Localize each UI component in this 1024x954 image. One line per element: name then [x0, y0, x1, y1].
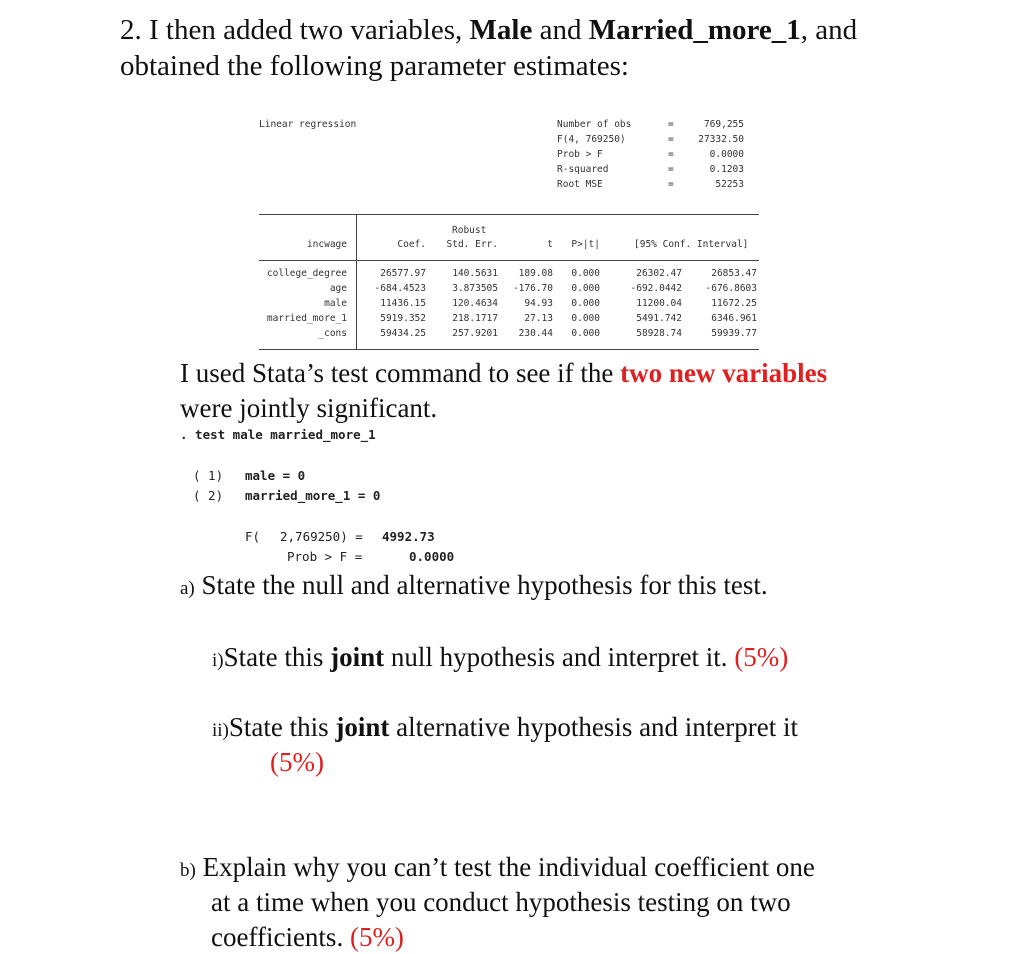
variable-male: Male [469, 14, 533, 46]
row-varname: college_degree [266, 268, 347, 279]
constraint-1: male = 0 [245, 468, 306, 483]
row-varname: male [324, 298, 347, 309]
header-conf-interval: [95% Conf. Interval] [634, 239, 749, 250]
f-stat-df: 2,769250) = [280, 529, 363, 544]
part-b-text-1: Explain why you can’t test the individual coefficient one [202, 852, 815, 882]
stat-eq: = [668, 134, 674, 145]
stat-eq: = [668, 119, 674, 130]
part-a-i-text: State this [223, 642, 331, 672]
row-ci-low: 5491.742 [636, 313, 682, 324]
part-a-ii-points: (5%) [270, 747, 324, 777]
test-intro-line-2: were jointly significant. [180, 393, 438, 423]
part-b-line-2: at a time when you conduct hypothesis testing on two [211, 887, 791, 917]
row-std-err: 257.9201 [452, 328, 498, 339]
row-ci-high: -676.8603 [705, 283, 757, 294]
row-t: -176.70 [512, 283, 553, 294]
part-b-label: b) [180, 860, 196, 881]
row-ci-high: 6346.961 [711, 313, 757, 324]
question-2-and: and [532, 14, 589, 46]
row-t: 189.08 [518, 268, 553, 279]
row-t: 27.13 [524, 313, 553, 324]
row-p: 0.000 [571, 298, 600, 309]
row-coef: 26577.97 [380, 268, 426, 279]
row-p: 0.000 [571, 328, 600, 339]
stat-eq: = [668, 164, 674, 175]
row-std-err: 3.873505 [452, 283, 498, 294]
part-a-ii [212, 710, 798, 748]
stat-value: 27332.50 [698, 134, 744, 145]
f-stat-label: F( [245, 529, 261, 544]
constraint-2-number: ( 2) [193, 488, 224, 503]
part-a-ii-text: State this [228, 712, 336, 742]
question-2-text: 2. I then added two variables, [120, 14, 470, 46]
row-ci-high: 26853.47 [711, 268, 757, 279]
row-coef: 5919.352 [380, 313, 426, 324]
header-depvar: incwage [306, 239, 347, 250]
row-std-err: 140.5631 [452, 268, 498, 279]
stat-label: Root MSE [557, 179, 603, 190]
row-ci-high: 11672.25 [711, 298, 757, 309]
row-ci-low: -692.0442 [630, 283, 682, 294]
prob-f-value: 0.0000 [409, 549, 455, 564]
row-t: 230.44 [518, 328, 553, 339]
header-p: P>|t| [571, 239, 600, 250]
row-varname: _cons [318, 328, 347, 339]
part-a-i [212, 640, 788, 678]
test-command: . test male married_more_1 [180, 427, 376, 442]
part-a-ii-label: ii) [212, 720, 229, 741]
row-coef: -684.4523 [374, 283, 426, 294]
part-b-line-1 [180, 850, 815, 888]
row-t: 94.93 [524, 298, 553, 309]
stat-label: Prob > F [557, 149, 603, 160]
two-new-variables-highlight: two new variables [620, 358, 828, 388]
part-a-text: State the null and alternative hypothesis for this test. [201, 570, 768, 600]
part-a [180, 568, 768, 606]
row-varname: married_more_1 [266, 313, 347, 324]
part-a-ii-text-rest: alternative hypothesis and interpret it [389, 712, 799, 742]
part-a-ii-joint: joint [335, 712, 390, 742]
stat-value: 0.1203 [709, 164, 744, 175]
row-p: 0.000 [571, 313, 600, 324]
regression-title: Linear regression [259, 119, 357, 130]
header-std-err: Std. Err. [446, 239, 498, 250]
constraint-1-number: ( 1) [193, 468, 224, 483]
part-a-i-text-rest: null hypothesis and interpret it. [384, 642, 735, 672]
stat-label: R-squared [557, 164, 609, 175]
header-robust: Robust [452, 225, 487, 236]
row-ci-high: 59939.77 [711, 328, 757, 339]
part-a-label: a) [180, 578, 195, 599]
variable-married-more-1: Married_more_1 [588, 14, 801, 46]
row-ci-low: 58928.74 [636, 328, 682, 339]
part-b-text-3: coefficients. [211, 922, 350, 952]
test-intro-text: I used Stata’s test command to see if the [180, 358, 621, 388]
stat-value: 0.0000 [709, 149, 744, 160]
row-p: 0.000 [571, 283, 600, 294]
stat-label: Number of obs [557, 119, 632, 130]
row-p: 0.000 [571, 268, 600, 279]
stat-eq: = [668, 149, 674, 160]
part-b-points: (5%) [349, 922, 404, 952]
part-a-i-joint: joint [330, 642, 385, 672]
header-coef: Coef. [397, 239, 426, 250]
question-2-line-2: obtained the following parameter estimates: [120, 50, 629, 82]
row-ci-low: 11200.04 [636, 298, 682, 309]
row-coef: 11436.15 [380, 298, 426, 309]
part-b-line-3 [211, 920, 404, 954]
stat-value: 52253 [715, 179, 744, 190]
row-varname: age [329, 283, 347, 294]
row-std-err: 218.1717 [452, 313, 498, 324]
prob-f-label: Prob > F = [287, 549, 363, 564]
constraint-2: married_more_1 = 0 [245, 488, 381, 503]
stat-value: 769,255 [703, 119, 744, 130]
stat-eq: = [668, 179, 674, 190]
row-ci-low: 26302.47 [636, 268, 682, 279]
stat-label: F(4, 769250) [557, 134, 626, 145]
f-stat-value: 4992.73 [382, 529, 435, 544]
header-t: t [547, 239, 553, 250]
row-std-err: 120.4634 [452, 298, 498, 309]
part-a-i-points: (5%) [734, 642, 789, 672]
part-a-i-label: i) [212, 650, 224, 671]
row-coef: 59434.25 [380, 328, 426, 339]
question-2-trailing: , and [800, 14, 858, 46]
